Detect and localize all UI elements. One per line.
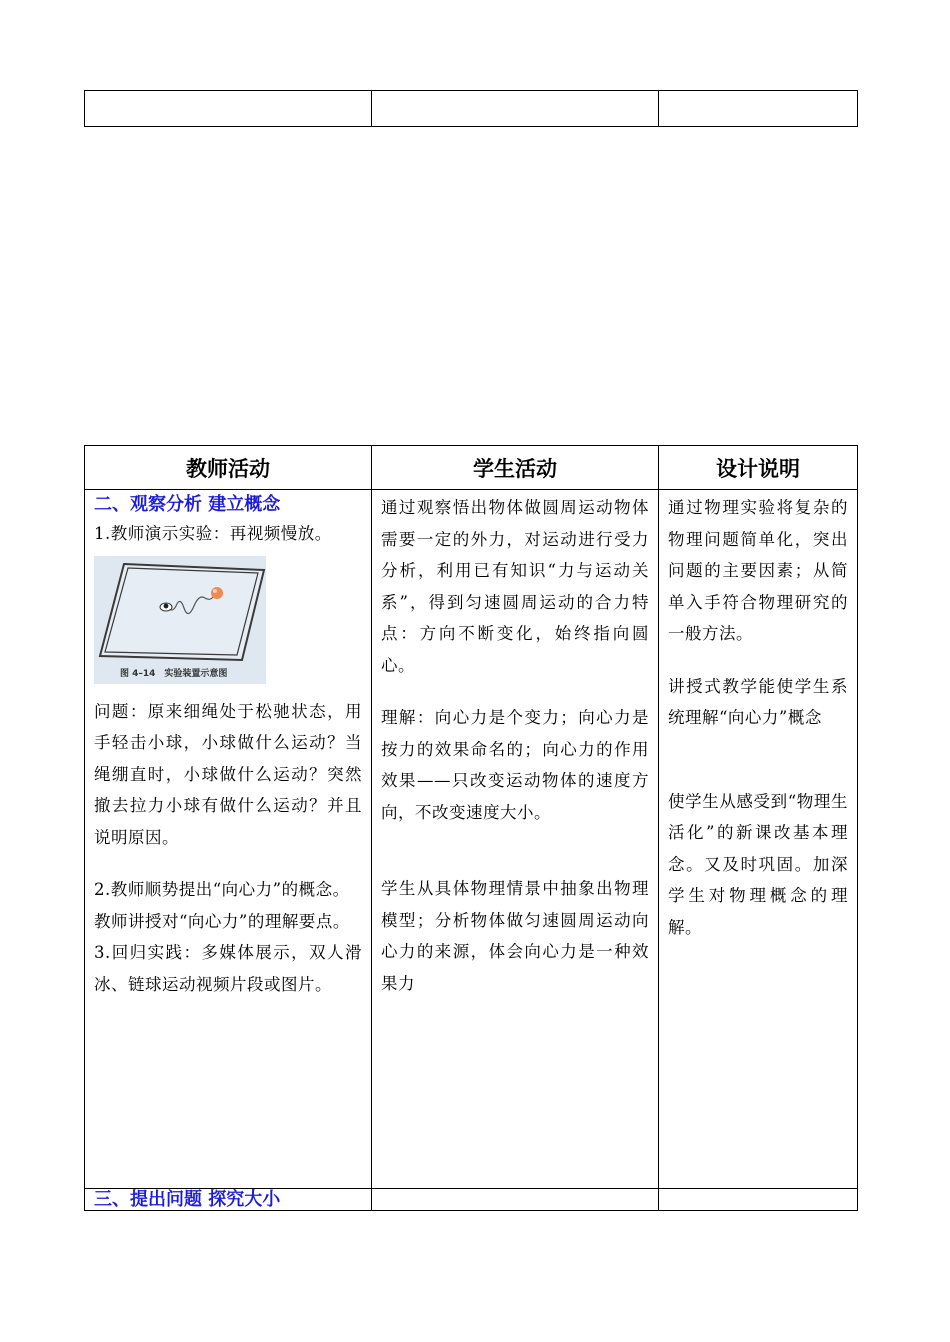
teacher-cell	[85, 1189, 372, 1211]
teacher-step-1: 1.教师演示实验：再视频慢放。	[94, 524, 332, 543]
teacher-question: 问题：原来细绳处于松驰状态，用手轻击小球，小球做什么运动？当绳绷直时，小球做什么运动？突然撤去拉力小球有做什么运动？并且说明原因。	[94, 701, 362, 847]
table-row	[85, 490, 858, 1189]
table-header-row	[85, 446, 858, 490]
experiment-apparatus-image	[94, 556, 266, 684]
student-cell	[372, 1189, 659, 1211]
figure-caption: 图 4–14 实验装置示意图	[120, 668, 228, 679]
teacher-step-2b: 教师讲授对“向心力”的理解要点。	[94, 911, 350, 931]
top-table	[84, 90, 858, 127]
experiment-figure	[94, 556, 266, 684]
design-paragraph-2: 讲授式教学能使学生系统理解“向心力”概念	[668, 676, 848, 727]
table-cell	[659, 91, 858, 127]
teacher-step-2a: 2.教师顺势提出“向心力”的概念。	[94, 880, 350, 899]
header-student-activity: 学生活动	[372, 446, 659, 490]
header-design-notes: 设计说明	[659, 446, 858, 490]
lesson-table	[84, 445, 858, 1211]
design-cell	[659, 490, 858, 1189]
header-teacher-activity: 教师活动	[85, 446, 372, 490]
section-title: 二、观察分析 建立概念	[94, 494, 281, 515]
section-title: 三、提出问题 探究大小	[94, 1189, 281, 1210]
teacher-cell	[85, 490, 372, 1189]
design-paragraph-1: 通过物理实验将复杂的物理问题简单化，突出问题的主要因素；从简单入手符合物理研究的一般方法。	[668, 498, 848, 643]
student-cell	[372, 490, 659, 1189]
table-cell	[85, 91, 372, 127]
design-cell	[659, 1189, 858, 1211]
student-paragraph-2: 理解：向心力是个变力；向心力是按力的效果命名的；向心力的作用效果——只改变运动物体的速度方向，不改变速度大小。	[381, 708, 649, 822]
student-paragraph-1: 通过观察悟出物体做圆周运动物体需要一定的外力，对运动进行受力分析，利用已有知识“力与运动关系”，得到匀速圆周运动的合力特点：方向不断变化，始终指向圆心。	[381, 498, 649, 675]
design-paragraph-3: 使学生从感受到“物理生活化”的新课改基本理念。又及时巩固。加深学生对物理概念的理解。	[668, 791, 848, 937]
teacher-step-3: 3.回归实践：多媒体展示，双人滑冰、链球运动视频片段或图片。	[94, 943, 362, 994]
student-paragraph-3: 学生从具体物理情景中抽象出物理模型；分析物体做匀速圆周运动向心力的来源，体会向心力是一种效果力	[381, 879, 649, 993]
table-row	[85, 1189, 858, 1211]
table-cell	[372, 91, 659, 127]
table-row	[85, 91, 858, 127]
